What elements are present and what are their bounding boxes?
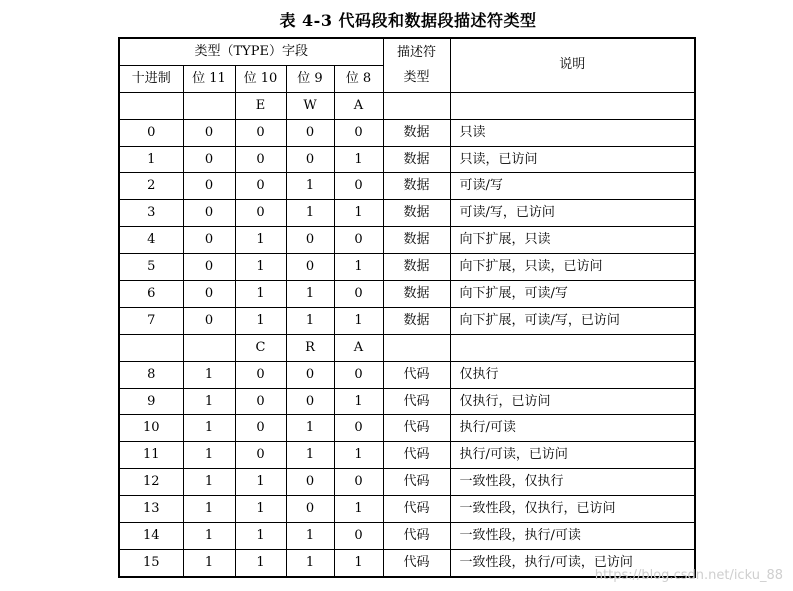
explanation-cell: 一致性段，执行/可读，已访问: [450, 549, 695, 576]
bit8-cell: 0: [334, 361, 383, 388]
explanation-cell: 向下扩展，只读，已访问: [450, 254, 695, 281]
explanation-cell: 仅执行，已访问: [450, 388, 695, 415]
decimal-cell: 3: [119, 200, 183, 227]
bit11-cell: 1: [183, 496, 235, 523]
bit11-header: 位 11: [183, 65, 235, 92]
bit9-cell: 1: [286, 549, 334, 576]
bit10-cell: 0: [235, 173, 286, 200]
bit8-header: 位 8: [334, 65, 383, 92]
decimal-cell: 10: [119, 415, 183, 442]
bit8-cell: 0: [334, 469, 383, 496]
descriptor-type-header: [383, 38, 450, 92]
bit8-cell: 1: [334, 388, 383, 415]
decimal-cell: 15: [119, 549, 183, 576]
table-caption: 表 4-3 代码段和数据段描述符类型: [279, 11, 537, 30]
descriptor-type-cell: 代码: [383, 469, 450, 496]
table-row: [119, 200, 695, 227]
explanation-cell: 执行/可读，已访问: [450, 442, 695, 469]
bit11-cell: 0: [183, 173, 235, 200]
bit10-cell: 1: [235, 496, 286, 523]
bit9-cell: 0: [286, 146, 334, 173]
bit11-cell: 0: [183, 254, 235, 281]
bit8-cell: 1: [334, 200, 383, 227]
table-row: [119, 388, 695, 415]
explanation-header: 说明: [450, 38, 695, 92]
bit8-cell: 0: [334, 173, 383, 200]
bit11-cell: 0: [183, 146, 235, 173]
bit8-cell: 1: [334, 549, 383, 576]
explanation-cell: 仅执行: [450, 361, 695, 388]
bit9-cell: 0: [286, 254, 334, 281]
decimal-cell: 11: [119, 442, 183, 469]
bit8-cell: 1: [334, 146, 383, 173]
decimal-cell: 12: [119, 469, 183, 496]
explanation-cell: 一致性段，执行/可读: [450, 523, 695, 550]
bit9-cell: 0: [286, 388, 334, 415]
bit9-cell: 1: [286, 442, 334, 469]
table-row: [119, 442, 695, 469]
bit11-cell: 1: [183, 469, 235, 496]
bit10-cell: 0: [235, 361, 286, 388]
bit10-cell: 1: [235, 254, 286, 281]
bit10-cell: 1: [235, 549, 286, 576]
bit9-cell: 1: [286, 200, 334, 227]
descriptor-type-header-line2: 类型: [403, 69, 430, 85]
decimal-cell: 2: [119, 173, 183, 200]
decimal-cell: 5: [119, 254, 183, 281]
bit10-cell: 0: [235, 442, 286, 469]
table-row: [119, 469, 695, 496]
table-row: [119, 361, 695, 388]
table-row: [119, 496, 695, 523]
bit10-cell: 0: [235, 146, 286, 173]
bit8-cell: 0: [334, 119, 383, 146]
flag-w: W: [286, 92, 334, 119]
table-row: [119, 281, 695, 308]
decimal-cell: 6: [119, 281, 183, 308]
bit9-cell: 1: [286, 173, 334, 200]
descriptor-type-table: [118, 37, 696, 578]
descriptor-type-header-line1: 描述符: [396, 44, 436, 60]
decimal-cell: 1: [119, 146, 183, 173]
type-field-header: 类型（TYPE）字段: [119, 38, 383, 65]
flag-c: C: [235, 334, 286, 361]
bit10-cell: 1: [235, 469, 286, 496]
code-flags-row: [119, 334, 695, 361]
flag-e: E: [235, 92, 286, 119]
data-flags-row: [119, 92, 695, 119]
bit9-cell: 1: [286, 281, 334, 308]
bit9-cell: 0: [286, 119, 334, 146]
flag-a: A: [334, 92, 383, 119]
descriptor-type-cell: 数据: [383, 119, 450, 146]
bit8-cell: 1: [334, 496, 383, 523]
table-row: [119, 523, 695, 550]
decimal-cell: 7: [119, 307, 183, 334]
bit11-cell: 0: [183, 200, 235, 227]
explanation-cell: 一致性段，仅执行，已访问: [450, 496, 695, 523]
table-row: [119, 119, 695, 146]
table-row: [119, 227, 695, 254]
bit10-cell: 1: [235, 227, 286, 254]
table-row: [119, 307, 695, 334]
descriptor-type-cell: 数据: [383, 254, 450, 281]
decimal-header: 十进制: [119, 65, 183, 92]
bit8-cell: 1: [334, 307, 383, 334]
flag-r: R: [286, 334, 334, 361]
bit11-cell: 0: [183, 307, 235, 334]
table-row: [119, 415, 695, 442]
bit9-cell: 1: [286, 415, 334, 442]
decimal-cell: 9: [119, 388, 183, 415]
bit9-cell: 1: [286, 307, 334, 334]
bit9-header: 位 9: [286, 65, 334, 92]
descriptor-type-cell: 数据: [383, 173, 450, 200]
descriptor-type-cell: 代码: [383, 496, 450, 523]
decimal-cell: 14: [119, 523, 183, 550]
table-row: [119, 173, 695, 200]
bit9-cell: 1: [286, 523, 334, 550]
bit11-cell: 1: [183, 442, 235, 469]
bit10-cell: 1: [235, 281, 286, 308]
explanation-cell: 向下扩展，可读/写: [450, 281, 695, 308]
explanation-cell: 只读，已访问: [450, 146, 695, 173]
explanation-cell: 可读/写: [450, 173, 695, 200]
explanation-cell: 向下扩展，只读: [450, 227, 695, 254]
explanation-cell: 一致性段，仅执行: [450, 469, 695, 496]
bit10-cell: 0: [235, 388, 286, 415]
decimal-cell: 13: [119, 496, 183, 523]
watermark: https://blog.csdn.net/icku_88: [594, 568, 783, 583]
descriptor-type-cell: 代码: [383, 549, 450, 576]
descriptor-type-cell: 代码: [383, 442, 450, 469]
decimal-cell: 4: [119, 227, 183, 254]
bit10-cell: 0: [235, 415, 286, 442]
descriptor-type-cell: 数据: [383, 227, 450, 254]
bit10-cell: 0: [235, 200, 286, 227]
descriptor-type-cell: 代码: [383, 388, 450, 415]
decimal-cell: 0: [119, 119, 183, 146]
bit11-cell: 0: [183, 119, 235, 146]
descriptor-type-cell: 代码: [383, 361, 450, 388]
descriptor-type-cell: 数据: [383, 281, 450, 308]
descriptor-type-cell: 数据: [383, 307, 450, 334]
table-row: [119, 146, 695, 173]
bit9-cell: 0: [286, 469, 334, 496]
explanation-cell: 执行/可读: [450, 415, 695, 442]
decimal-cell: 8: [119, 361, 183, 388]
bit11-cell: 1: [183, 549, 235, 576]
explanation-cell: 可读/写，已访问: [450, 200, 695, 227]
descriptor-type-cell: 数据: [383, 146, 450, 173]
bit9-cell: 0: [286, 361, 334, 388]
header-row-1: [119, 38, 695, 65]
bit8-cell: 0: [334, 523, 383, 550]
bit9-cell: 0: [286, 496, 334, 523]
bit8-cell: 1: [334, 442, 383, 469]
explanation-cell: 向下扩展，可读/写，已访问: [450, 307, 695, 334]
descriptor-type-cell: 代码: [383, 523, 450, 550]
descriptor-type-cell: 代码: [383, 415, 450, 442]
bit10-cell: 1: [235, 307, 286, 334]
bit8-cell: 0: [334, 415, 383, 442]
bit11-cell: 1: [183, 388, 235, 415]
bit10-cell: 0: [235, 119, 286, 146]
table-row: [119, 254, 695, 281]
bit8-cell: 0: [334, 281, 383, 308]
bit8-cell: 0: [334, 227, 383, 254]
bit11-cell: 0: [183, 281, 235, 308]
bit11-cell: 0: [183, 227, 235, 254]
bit11-cell: 1: [183, 523, 235, 550]
bit11-cell: 1: [183, 361, 235, 388]
descriptor-type-cell: 数据: [383, 200, 450, 227]
bit10-header: 位 10: [235, 65, 286, 92]
bit8-cell: 1: [334, 254, 383, 281]
bit10-cell: 1: [235, 523, 286, 550]
flag-a-code: A: [334, 334, 383, 361]
bit9-cell: 0: [286, 227, 334, 254]
explanation-cell: 只读: [450, 119, 695, 146]
bit11-cell: 1: [183, 415, 235, 442]
